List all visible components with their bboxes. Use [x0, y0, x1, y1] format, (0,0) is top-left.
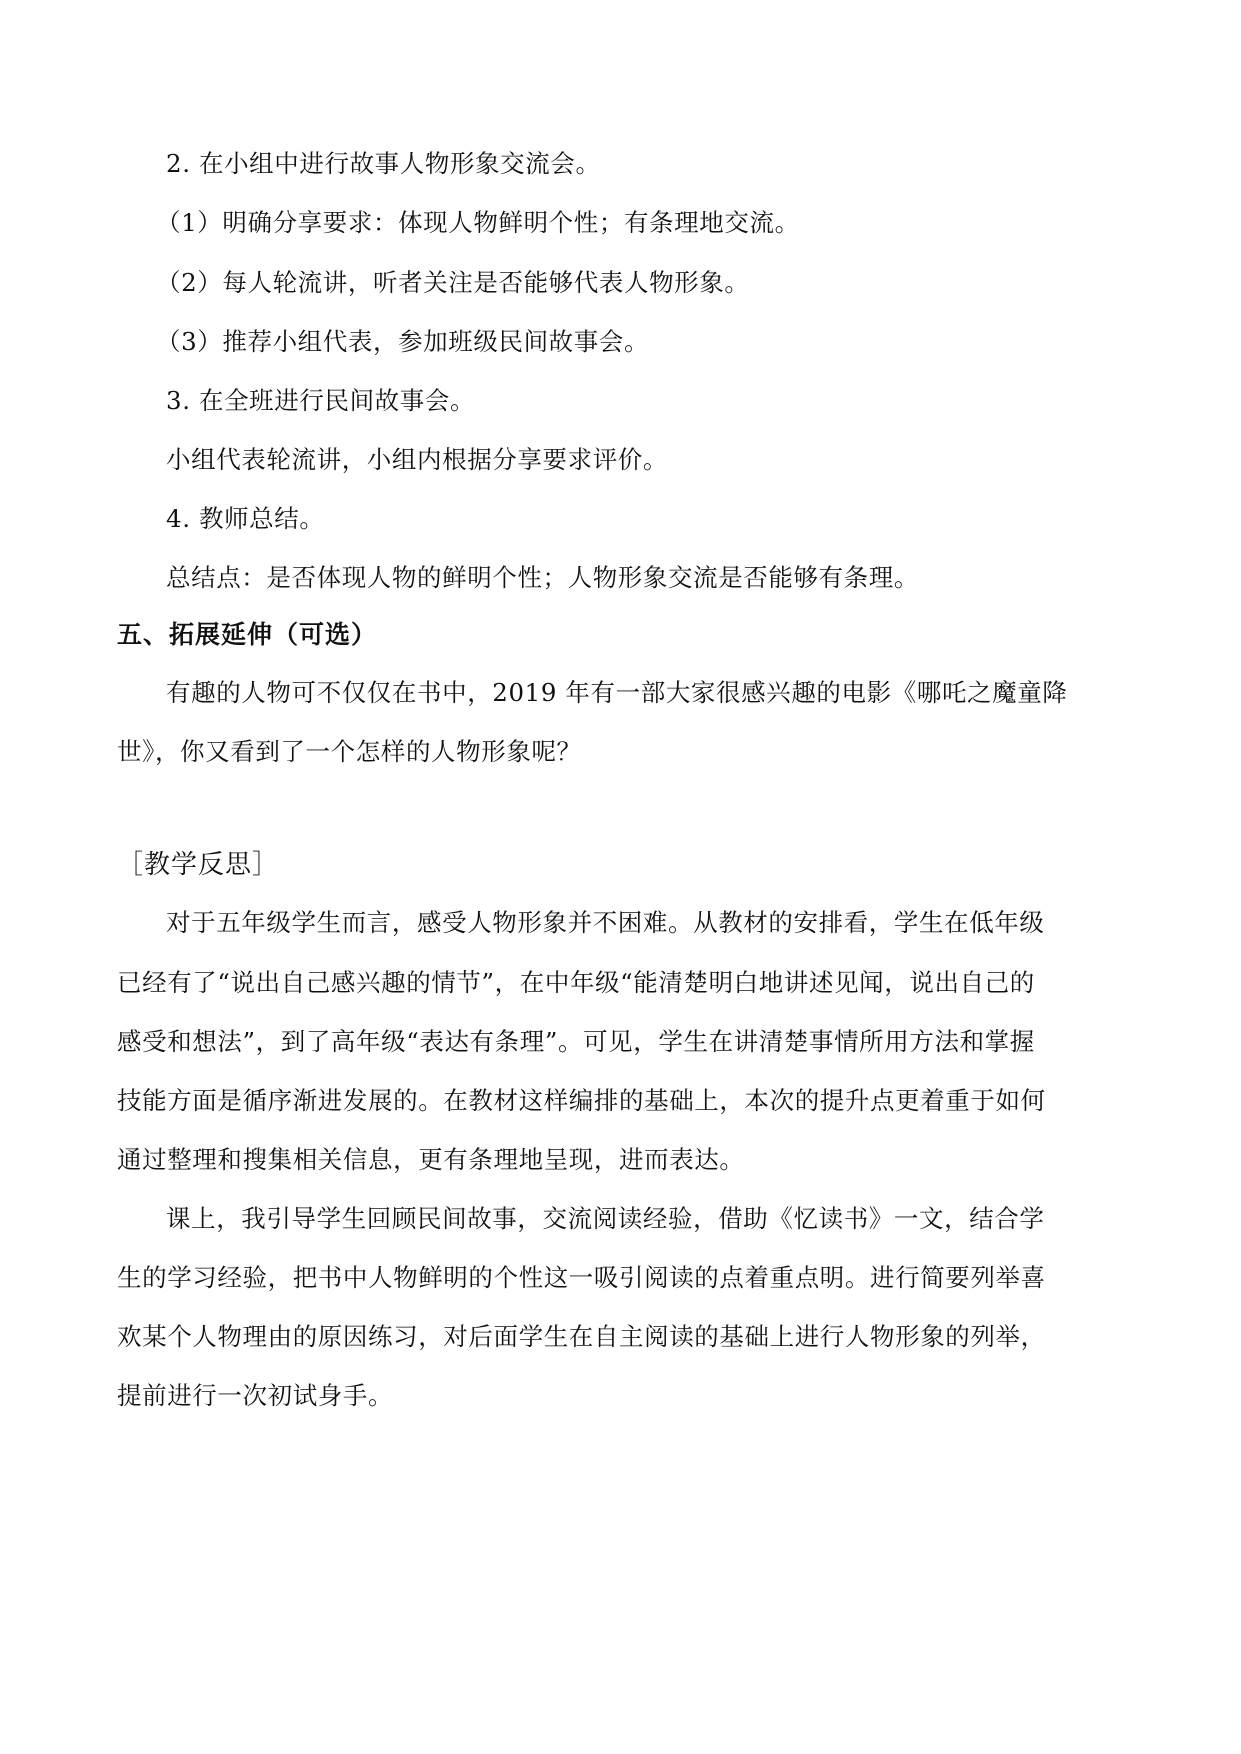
paragraph-line: 技能方面是循序渐进发展的。在教材这样编排的基础上，本次的提升点更着重于如何	[117, 1086, 1046, 1115]
list-item-2: 2. 在小组中进行故事人物形象交流会。	[166, 149, 601, 178]
list-item-2-2: （2）每人轮流讲，听者关注是否能够代表人物形象。	[156, 268, 750, 297]
paragraph-line: 世》，你又看到了一个怎样的人物形象呢？	[117, 737, 582, 766]
list-item-3: 3. 在全班进行民间故事会。	[166, 386, 476, 415]
section-heading-extension: 五、拓展延伸（可选）	[117, 620, 378, 649]
list-item-4-text: 总结点：是否体现人物的鲜明个性；人物形象交流是否能够有条理。	[166, 563, 919, 592]
paragraph-line: 已经有了“说出自己感兴趣的情节”，在中年级“能清楚明白地讲述见闻，说出自己的	[117, 968, 1035, 997]
list-item-2-3: （3）推荐小组代表，参加班级民间故事会。	[156, 327, 650, 356]
paragraph-line: 提前进行一次初试身手。	[117, 1381, 394, 1410]
paragraph-line: 生的学习经验，把书中人物鲜明的个性这一吸引阅读的点着重点明。进行简要列举喜	[117, 1263, 1046, 1292]
list-item-4: 4. 教师总结。	[166, 504, 325, 533]
paragraph-line: 课上，我引导学生回顾民间故事，交流阅读经验，借助《忆读书》一文，结合学	[166, 1204, 1045, 1233]
paragraph-line: 通过整理和搜集相关信息，更有条理地呈现，进而表达。	[117, 1145, 745, 1174]
list-item-3-text: 小组代表轮流讲，小组内根据分享要求评价。	[166, 445, 668, 474]
paragraph-line: 感受和想法”，到了高年级“表达有条理”。可见，学生在讲清楚事情所用方法和掌握	[117, 1027, 1035, 1056]
paragraph-line: 有趣的人物可不仅仅在书中，2019 年有一部大家很感兴趣的电影《哪吒之魔童降	[166, 678, 1068, 707]
paragraph-line: 对于五年级学生而言，感受人物形象并不困难。从教材的安排看，学生在低年级	[166, 908, 1045, 937]
list-item-2-1: （1）明确分享要求：体现人物鲜明个性；有条理地交流。	[156, 208, 800, 237]
section-heading-reflection: ［教学反思］	[117, 850, 280, 880]
paragraph-line: 欢某个人物理由的原因练习，对后面学生在自主阅读的基础上进行人物形象的列举，	[117, 1322, 1046, 1351]
